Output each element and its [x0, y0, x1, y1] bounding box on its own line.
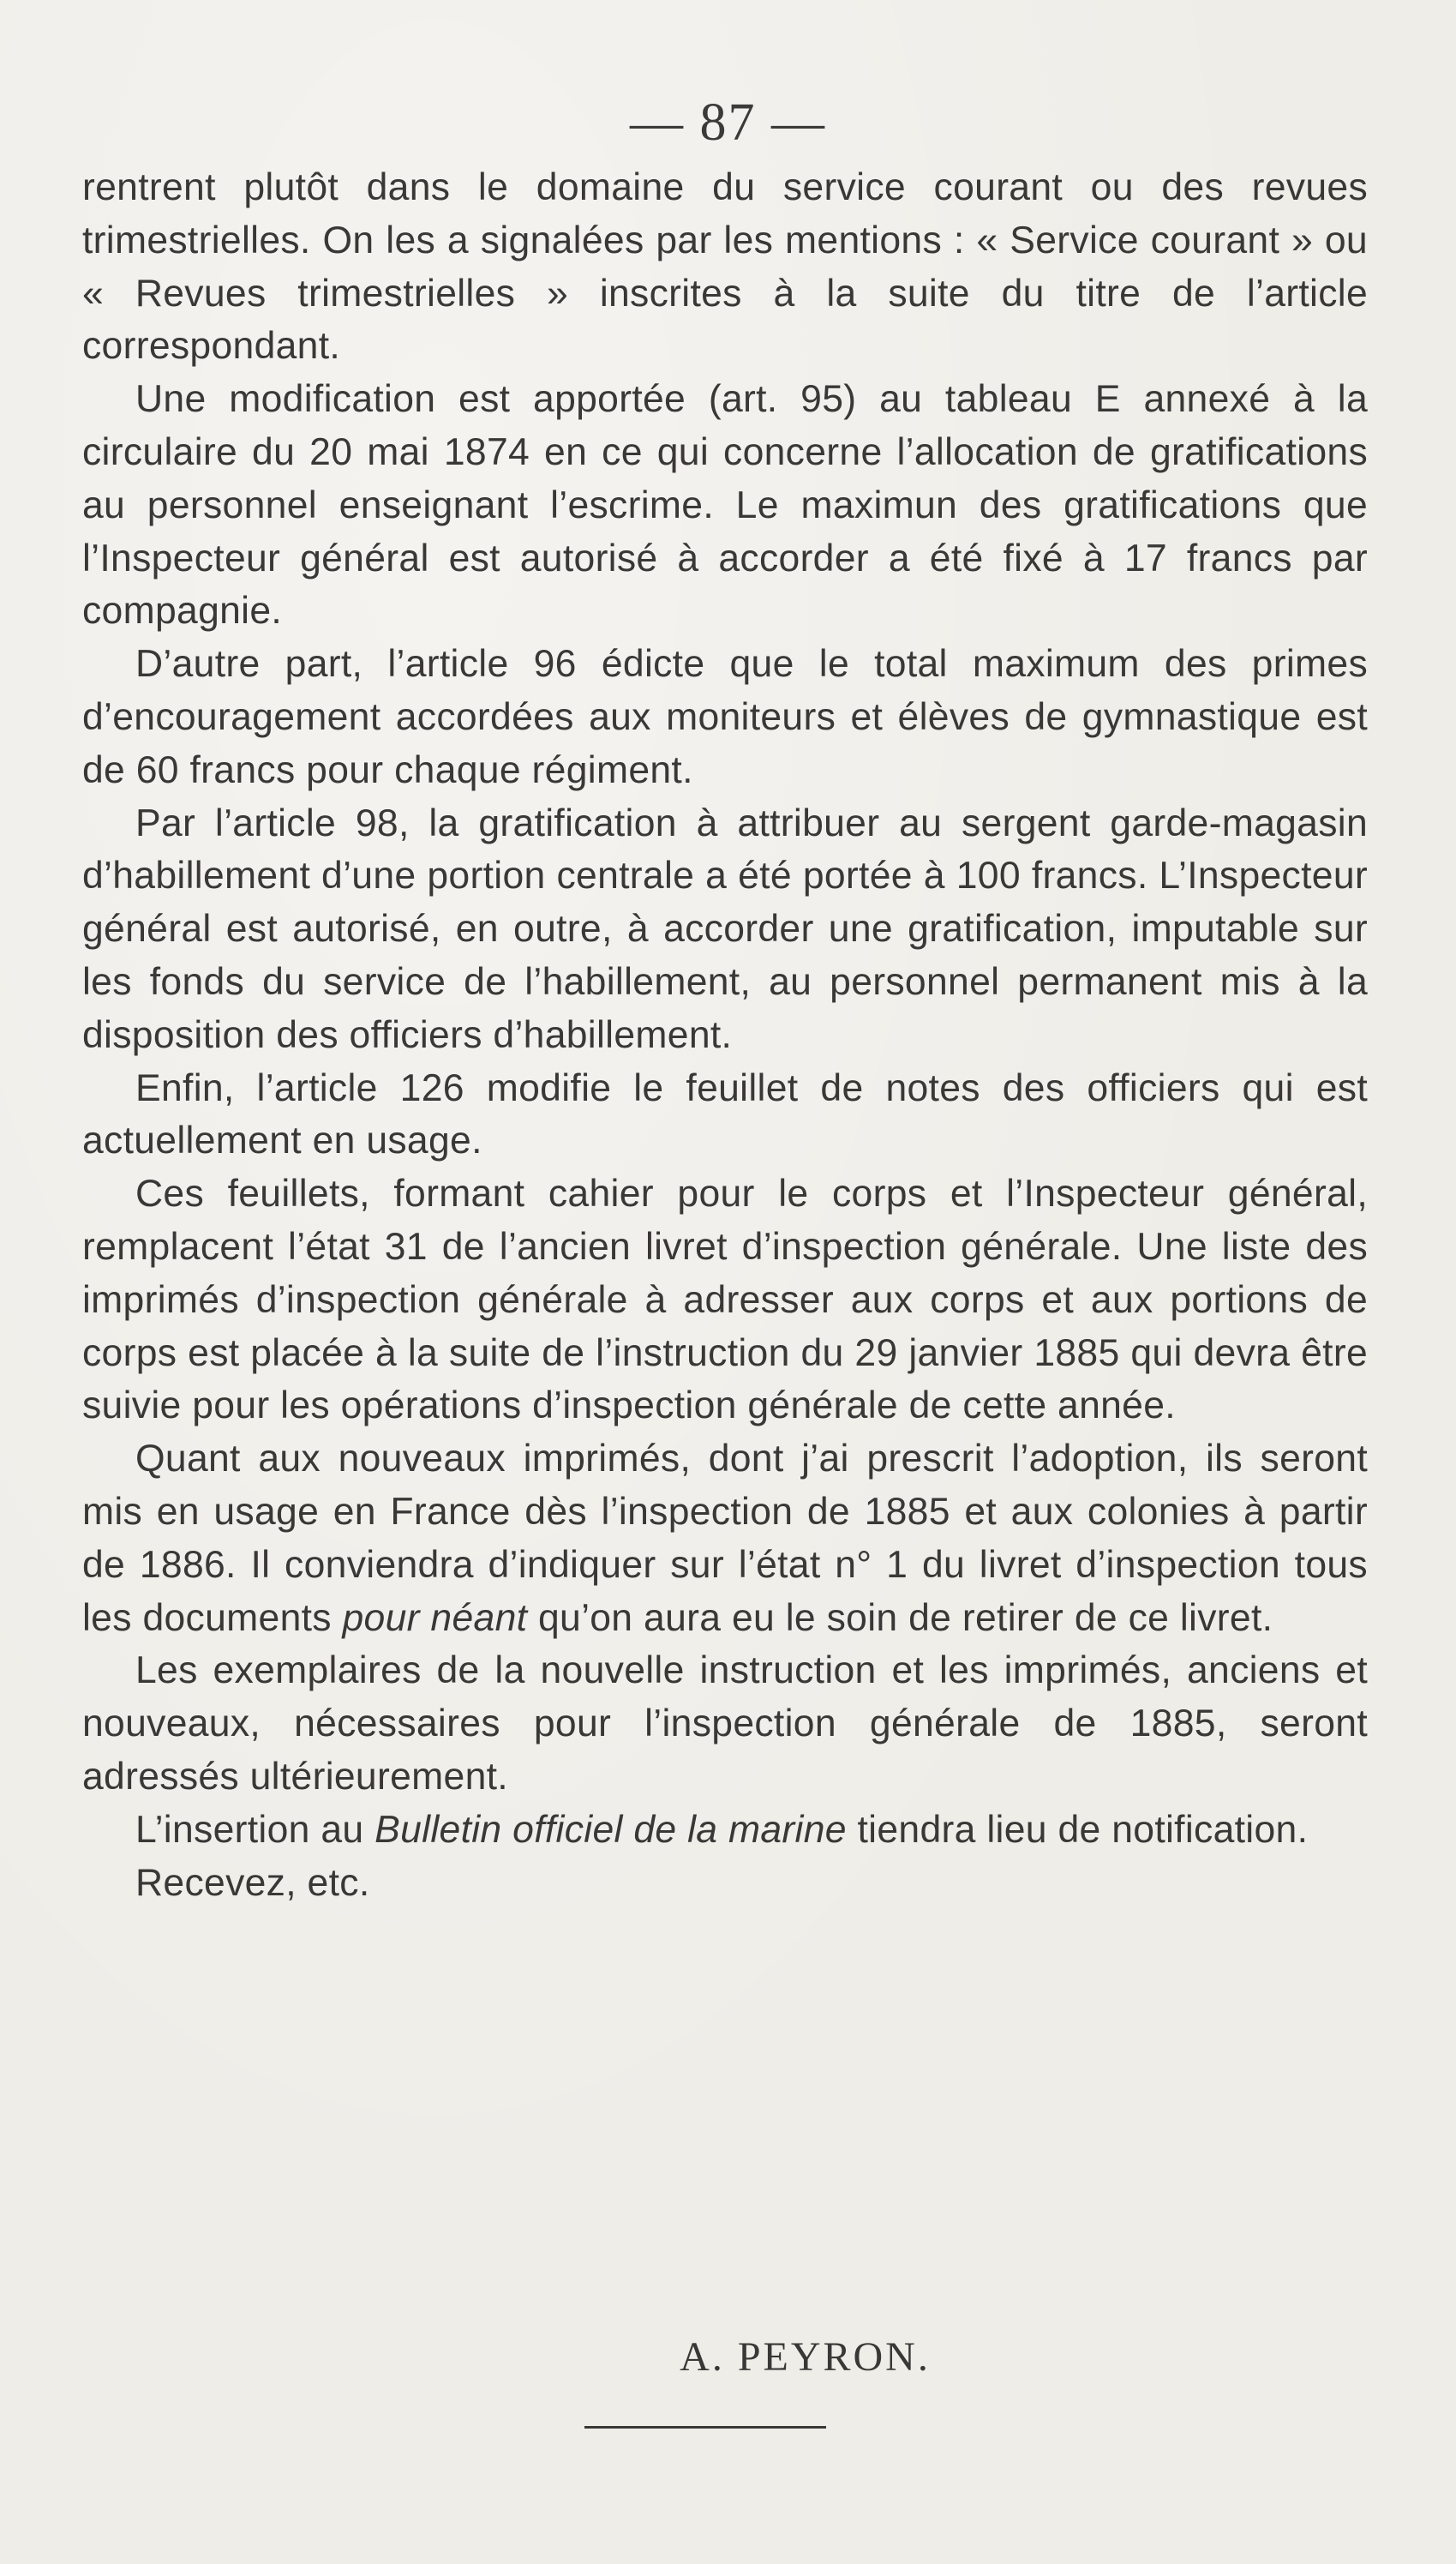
paragraph-5: Enfin, l’article 126 modifie le feuillet de notes des officiers qui est actuellement en usage.: [82, 1066, 1368, 1162]
paragraph-6: Ces feuillets, formant cahier pour le corps et l’Inspecteur général, remplacent l’état 31 de l’ancien livret d’inspection générale. Une liste des imprimés d’inspection générale à adresser aux corps et aux portions de corps est placée à la suite de l’instruction du 29 janvier 1885 qui devra être suivie pour les opérations d’inspection générale de cette année.: [82, 1173, 1368, 1427]
body-text: [82, 161, 1368, 1909]
paragraph-7: [82, 1432, 1368, 1644]
paragraph-1: rentrent plutôt dans le domaine du service courant ou des revues trimestrielles. On les a signalées par les mentions : « Service courant » ou « Revues trimestrielles » inscrites à la suite du titre de l’article correspondant.: [82, 166, 1368, 368]
paragraph-7-text: Quant aux nouveaux imprimés, dont j’ai prescrit l’adoption, ils seront mis en usage en France dès l’inspection de 1885 et aux colonies à partir de 1886. Il conviendra d’indiquer sur l’état n° 1 du livret d’inspection tous les documents: [82, 1438, 1368, 1639]
paragraph-2: Une modification est apportée (art. 95) au tableau E annexé à la circulaire du 20 mai 1874 en ce qui concerne l’allocation de gratifications au personnel enseignant l’escrime. Le maximun des gratifications que l’Inspecteur général est autorisé à accorder a été fixé à 17 francs par compagnie.: [82, 378, 1368, 633]
paragraph-3: D’autre part, l’article 96 édicte que le total maximum des primes d’encouragement accordées aux moniteurs et élèves de gymnastique est de 60 francs pour chaque régiment.: [82, 643, 1368, 791]
closing-formula: Recevez, etc.: [135, 1861, 370, 1904]
paragraph-7-tail: qu’on aura eu le soin de retirer de ce livret.: [537, 1596, 1273, 1639]
paragraph-9-tail: tiendra lieu de notification.: [857, 1808, 1309, 1851]
closing-rule: [584, 2426, 826, 2429]
page-number: — 87 —: [630, 93, 826, 152]
paragraph-7-italic: pour néant: [342, 1596, 528, 1639]
signature: A. PEYRON.: [680, 2334, 931, 2380]
paragraph-4: Par l’article 98, la gratification à attribuer au sergent garde-magasin d’habillement d’une portion centrale a été portée à 100 francs. L’Inspecteur général est autorisé, en outre, à accorder une gratification, imputable sur les fonds du service de l’habillement, au personnel permanent mis à la disposition des officiers d’habillement.: [82, 802, 1368, 1056]
paragraph-8: Les exemplaires de la nouvelle instruction et les imprimés, anciens et nouveaux, nécessaires pour l’inspection générale de 1885, seront adressés ultérieurement.: [82, 1649, 1368, 1798]
paragraph-9-text: L’insertion au: [135, 1808, 364, 1851]
paragraph-9: [82, 1804, 1368, 1857]
paragraph-9-italic: Bulletin officiel de la marine: [374, 1808, 847, 1851]
